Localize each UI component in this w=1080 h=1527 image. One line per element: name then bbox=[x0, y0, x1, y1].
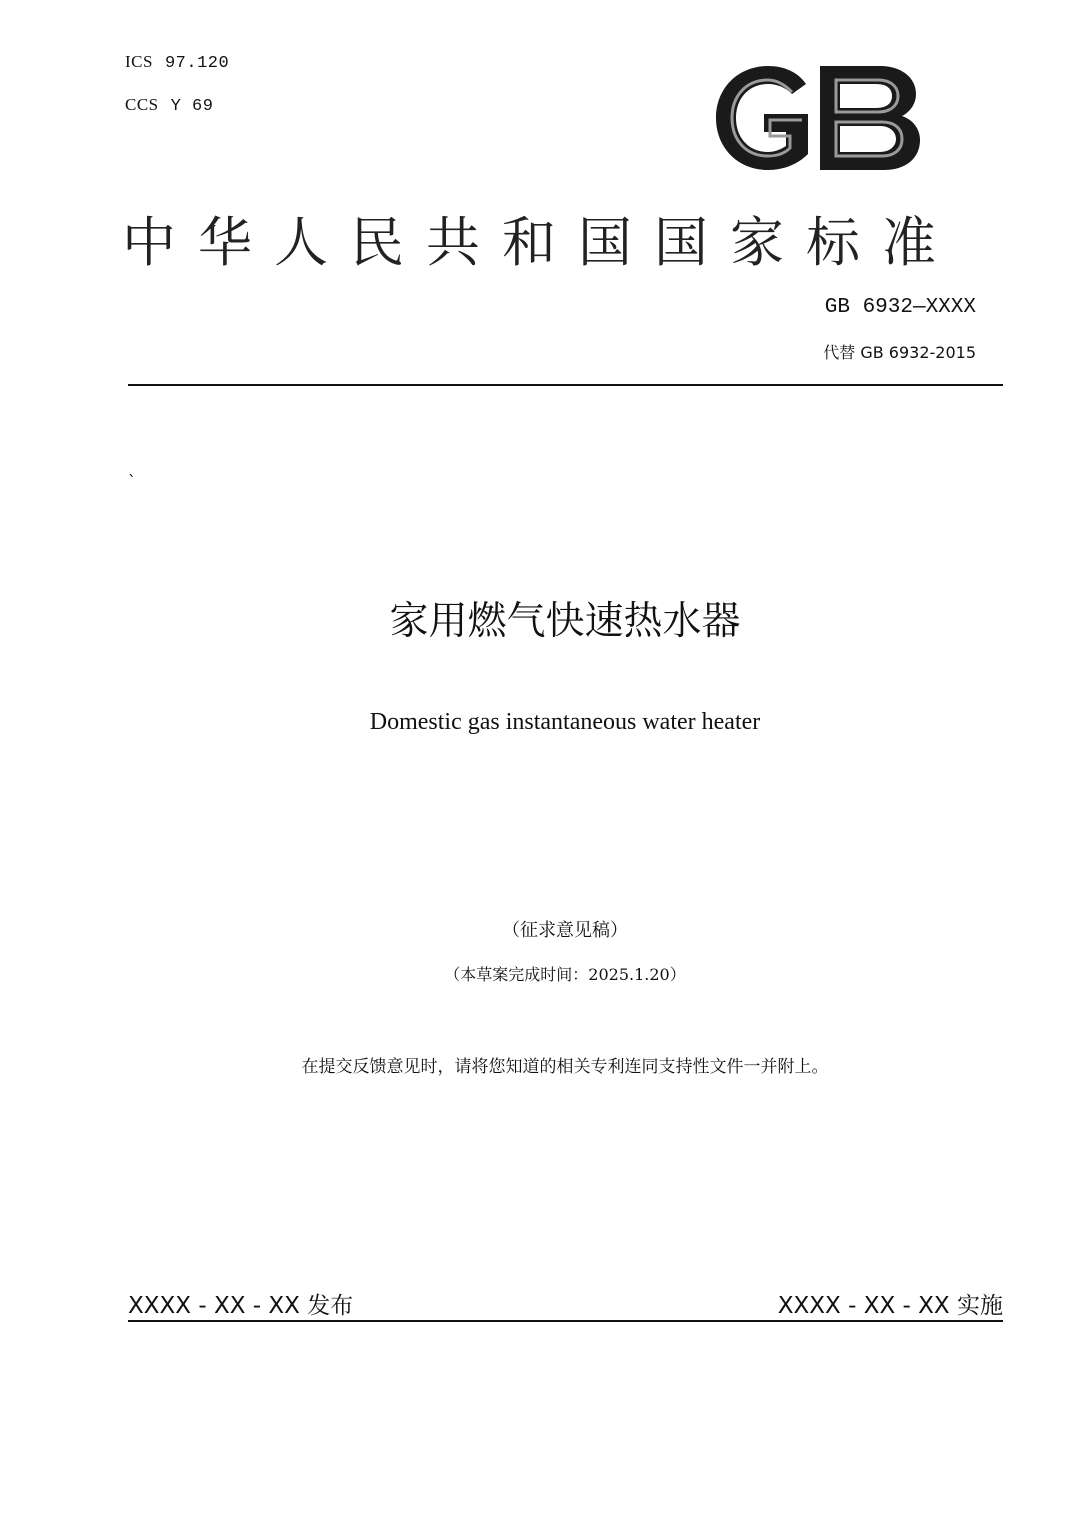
ccs-code bbox=[125, 95, 213, 116]
draft-completion-date: （本草案完成时间：2025.1.20） bbox=[444, 965, 686, 984]
ics-code bbox=[125, 52, 229, 73]
footer-divider bbox=[128, 1320, 1003, 1322]
patent-notice: 在提交反馈意见时，请将您知道的相关专利连同支持性文件一并附上。 bbox=[301, 1057, 829, 1077]
ccs-value: Y 69 bbox=[170, 97, 214, 116]
chinese-title: 家用燃气快速热水器 bbox=[389, 599, 741, 644]
national-standard-title: 中华人民共和国国家标准 bbox=[122, 211, 958, 274]
gb-logo bbox=[712, 62, 924, 174]
draft-label: （征求意见稿） bbox=[502, 920, 628, 941]
ccs-label: CCS bbox=[125, 95, 159, 114]
ics-value: 97.120 bbox=[164, 54, 230, 73]
issue-date: XXXX - XX - XX 发布 bbox=[128, 1293, 354, 1319]
implementation-date: XXXX - XX - XX 实施 bbox=[777, 1293, 1003, 1319]
standard-number: GB 6932—XXXX bbox=[824, 296, 976, 319]
stray-mark: ` bbox=[128, 472, 136, 491]
ics-label: ICS bbox=[125, 52, 153, 71]
replaces-standard: 代替 GB 6932-2015 bbox=[823, 343, 976, 362]
header-divider bbox=[128, 384, 1003, 386]
english-title: Domestic gas instantaneous water heater bbox=[369, 709, 761, 735]
